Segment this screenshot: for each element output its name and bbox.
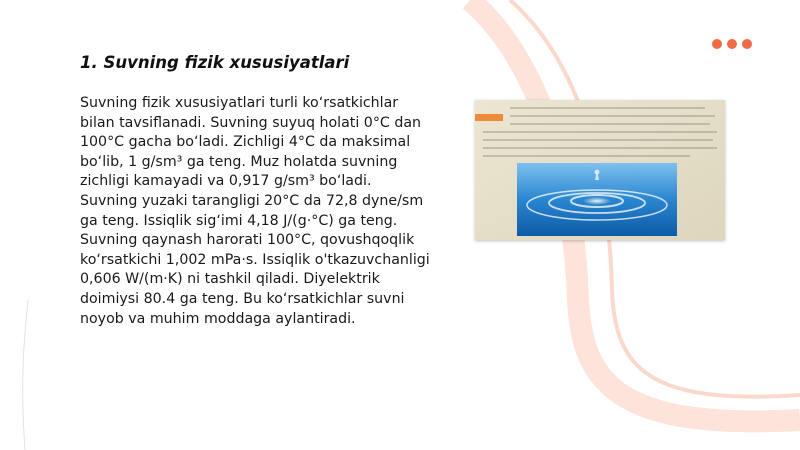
dot <box>727 39 737 49</box>
slide-body-text: Suvning fizik xususiyatlari turli ko‘rsatkichlar bilan tavsiflanadi. Suvning suyuq holati 0°C dan 100°C gacha bo‘ladi. Zichligi 4°C da maksimal bo‘lib, 1 g/sm³ ga teng. Muz holatda suvning zichligi kamayadi va 0,917 g/sm³ bo‘ladi. Suvning yuzaki tarangligi 20°C da 72,8 dyne/sm ga teng. Issiqlik sig‘imi 4,18 J/(g·°C) ga teng. Suvning qaynash harorati 100°C, qovushqoqlik ko‘rsatkichi 1,002 mPa·s. Issiqlik o'tkazuvchanligi 0,606 W/(m·K) ni tashkil qiladi. Diyelektrik doimiysi 80.4 ga teng. Bu ko‘rsatkichlar suvni noyob va muhim moddaga aylantiradi. <box>80 95 430 327</box>
dot <box>742 39 752 49</box>
more-dots-icon <box>712 39 752 49</box>
slide-title: 1. Suvning fizik xususiyatlari <box>80 53 350 72</box>
dot <box>712 39 722 49</box>
water-drop-image <box>475 100 725 240</box>
left-edge-line <box>23 300 28 450</box>
